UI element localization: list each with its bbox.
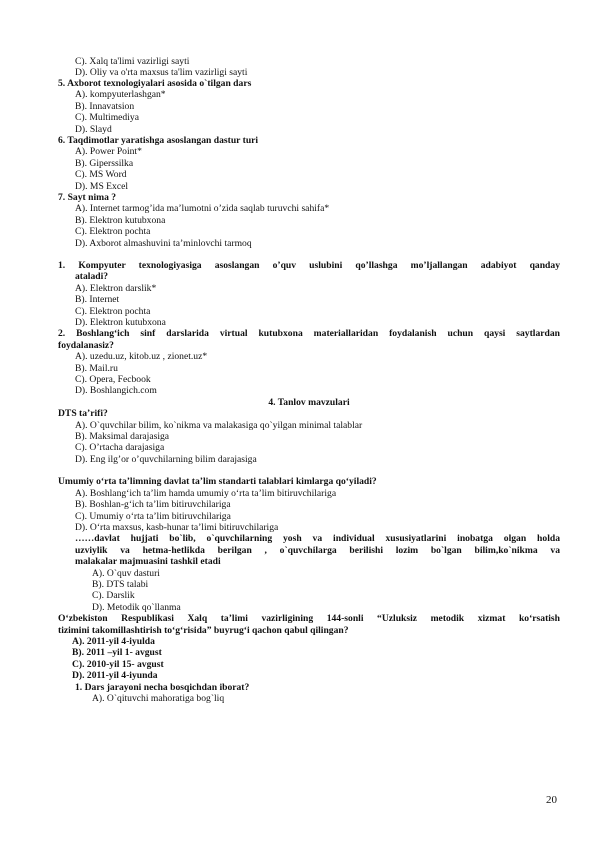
text-line: B). Boshlan-g‘ich ta’lim bitiruvchilariga [75, 499, 231, 510]
question-heading: DTS ta’rifi? [58, 408, 108, 419]
page-number: 20 [546, 794, 557, 806]
text-line: D). O‘rta maxsus, kasb-hunar ta’limi bitiruvchilariga [75, 522, 279, 533]
text-line: C). MS Word [75, 169, 127, 180]
text-line: B). Giperssilka [75, 158, 134, 169]
question-heading-cont: uzviylik va hetma-hetlikda berilgan , o`quvchilarga berilishi lozim bo`lgan bilim,ko`nikma va [75, 545, 560, 556]
text-line: A). Power Point* [75, 146, 142, 157]
question-heading: 1. Kompyuter texnologiyasiga asoslangan o’quv uslubini qo’llashga mo’ljallangan adabiyot qanday [58, 260, 560, 271]
text-line: C). Darslik [92, 590, 135, 601]
text-line: D). Metodik qo`llanma [92, 602, 181, 613]
text-line: A). Internet tarmog’ida ma’lumotni o’zida saqlab turuvchi sahifa* [75, 203, 330, 214]
text-line: B). Maksimal darajasiga [75, 431, 170, 442]
text-line: D). Oliy va o'rta maxsus ta'lim vazirligi sayti [75, 67, 248, 78]
question-heading: Umumiy o‘rta ta’limning davlat ta’lim standarti talablari kimlarga qo‘yiladi? [58, 476, 377, 487]
text-line: B). DTS talabi [92, 579, 149, 590]
text-line: B). Internet [75, 294, 120, 305]
text-line: C). O’rtacha darajasiga [75, 442, 165, 453]
text-line: B). Innavatsion [75, 101, 135, 112]
question-heading-cont: foydalanasiz? [58, 340, 114, 351]
text-line: A). O`qituvchi mahoratiga bog`liq [92, 693, 225, 704]
text-line: A). kompyuterlashgan* [75, 89, 166, 100]
question-heading: 1. Dars jarayoni necha bosqichdan iborat? [75, 682, 250, 693]
question-heading-cont: tizimini takomillashtirish to‘g‘risida” buyrug‘i qachon qabul qilingan? [58, 625, 349, 636]
text-line: B). Mail.ru [75, 363, 118, 374]
text-line: A). Boshlang‘ich ta’lim hamda umumiy o‘rta ta’lim bitiruvchilariga [75, 488, 337, 499]
text-line: D). Axborot almashuvini ta’minlovchi tarmoq [75, 238, 252, 249]
answer-option: D). 2011-yil 4-iyunda [72, 670, 158, 681]
text-line: A). O`quv dasturi [92, 568, 160, 579]
text-line: C). Elektron pochta [75, 226, 151, 237]
text-line: D). Slayd [75, 124, 112, 135]
question-heading: 5. Axborot texnologiyalari asosida o`tilgan dars [58, 78, 252, 89]
text-line: A). O`quvchilar bilim, ko`nikma va malakasiga qo`yilgan minimal talablar [75, 420, 363, 431]
section-title: 4. Tanlov mavzulari [268, 397, 350, 408]
answer-option: A). 2011-yil 4-iyulda [72, 636, 155, 647]
text-line: C). Umumiy o‘rta ta’lim bitiruvchilariga [75, 511, 231, 522]
text-line: C). Xalq ta'limi vazirligi sayti [75, 56, 190, 67]
text-line: B). Elektron kutubxona [75, 215, 166, 226]
text-line: D). MS Excel [75, 181, 129, 192]
text-line: A). Elektron darslik* [75, 283, 157, 294]
question-heading: 6. Taqdimotlar yaratishga asoslangan dastur turi [58, 135, 259, 146]
text-line: C). Elektron pochta [75, 306, 151, 317]
text-line: C). Multimediya [75, 112, 139, 123]
question-heading: ……davlat hujjati bo`lib, o`quvchilarning yosh va individual xususiyatlarini inobatga olgan holda [75, 533, 560, 544]
question-heading-cont: ataladi? [75, 271, 109, 282]
text-line: D). Elektron kutubxona [75, 317, 166, 328]
answer-option: B). 2011 –yil 1- avgust [72, 647, 162, 658]
text-line: A). uzedu.uz, kitob.uz , zionet.uz* [75, 351, 208, 362]
question-heading: 7. Sayt nima ? [58, 192, 117, 203]
text-line: D). Eng ilg’or o’quvchilarning bilim darajasiga [75, 454, 257, 465]
answer-option: C). 2010-yil 15- avgust [72, 659, 164, 670]
question-heading: 2. Boshlang‘ich sinf darslarida virtual kutubxona materiallaridan foydalanish uchun qaysi saytlardan [58, 328, 560, 339]
question-heading-cont: malakalar majmuasini tashkil etadi [75, 556, 221, 567]
text-line: D). Boshlangich.com [75, 385, 157, 396]
text-line: C). Opera, Fecbook [75, 374, 151, 385]
question-heading: O‘zbekiston Respublikasi Xalq ta’limi vazirligining 144-sonli “Uzluksiz metodik xizmat ko‘rsatish [58, 613, 560, 624]
